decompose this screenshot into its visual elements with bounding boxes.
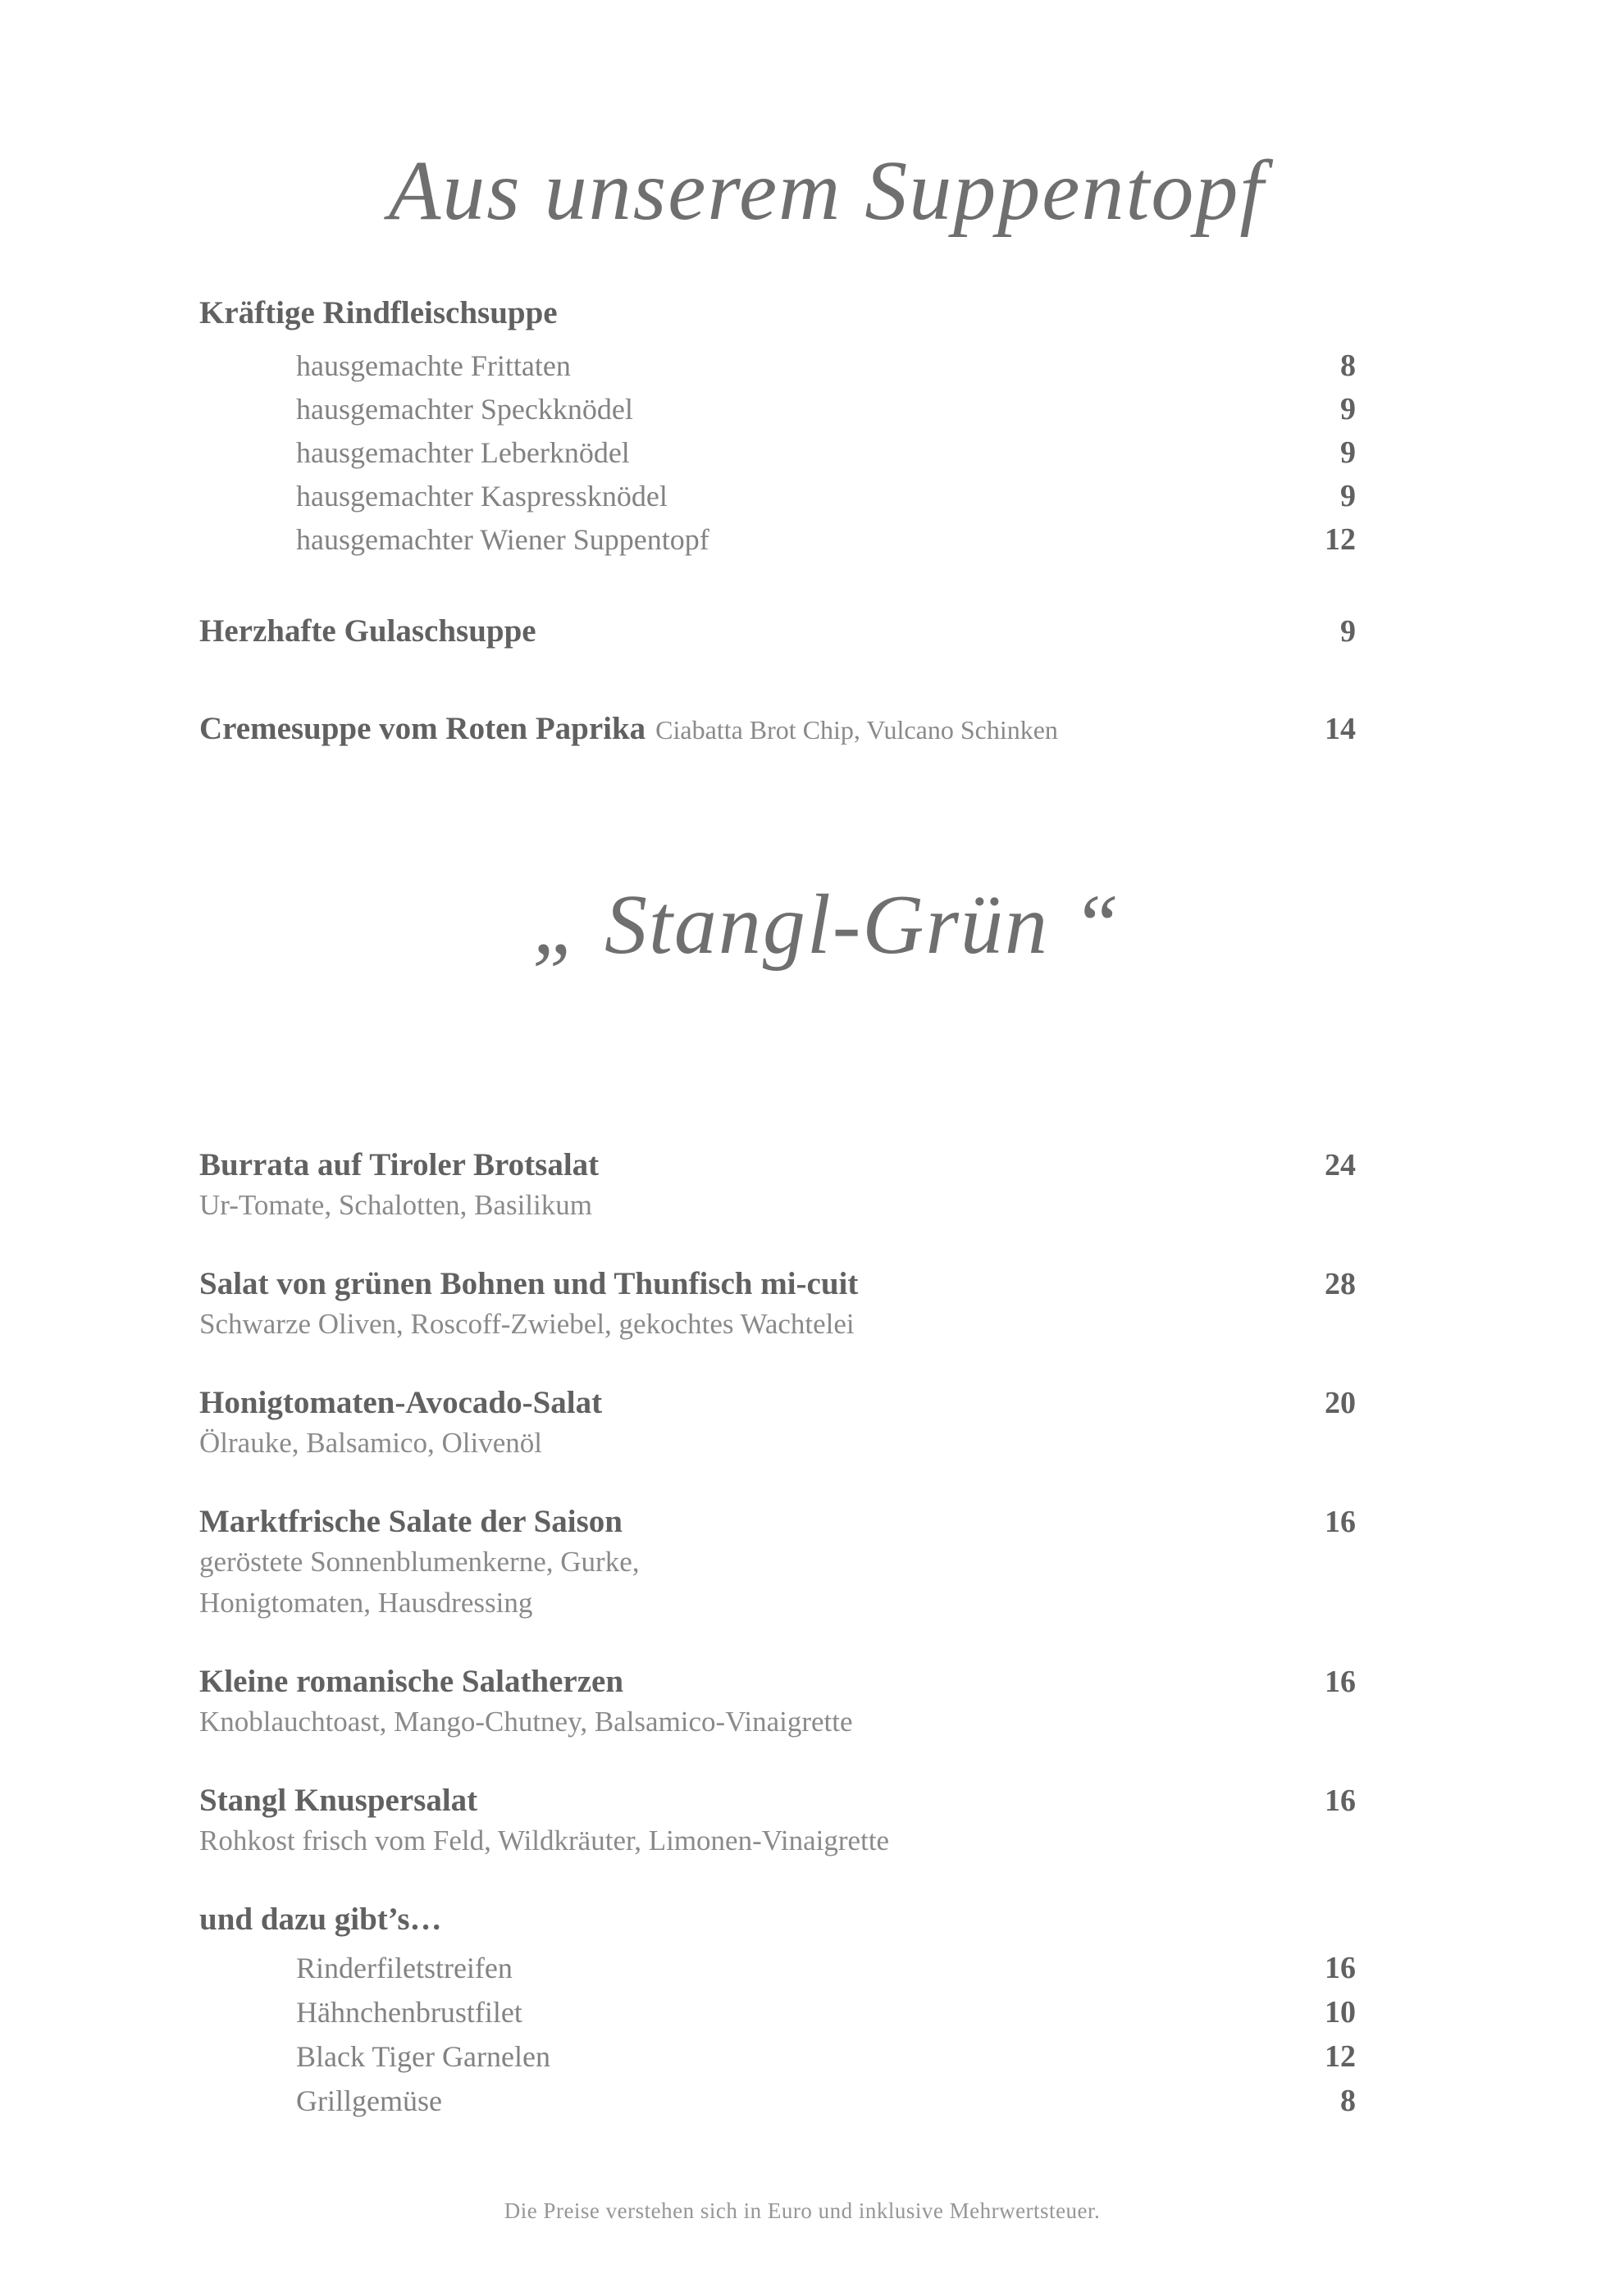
item-price: 24	[1325, 1148, 1356, 1182]
menu-item-row	[296, 431, 1356, 475]
item-name: Marktfrische Salate der Saison	[199, 1504, 623, 1539]
addons-label: und dazu gibt’s…	[199, 1902, 442, 1937]
item-name: Cremesuppe vom Roten Paprika Ciabatta Brot Chip, Vulcano Schinken	[199, 711, 1058, 746]
item-description: Knoblauchtoast, Mango-Chutney, Balsamico-Vinaigrette	[199, 1706, 853, 1738]
item-description: Schwarze Oliven, Roscoff-Zwiebel, gekochtes Wachtelei	[199, 1308, 855, 1340]
menu-item-row	[296, 1990, 1356, 2034]
item-description: Honigtomaten, Hausdressing	[199, 1587, 533, 1619]
menu-item-row	[296, 475, 1356, 518]
item-price: 16	[1325, 1505, 1356, 1539]
item-name: Herzhafte Gulaschsuppe	[199, 613, 536, 649]
salad-section	[199, 1145, 1356, 2123]
item-price: 9	[1340, 435, 1356, 470]
item-price: 16	[1325, 1665, 1356, 1699]
soup-group-items	[199, 344, 1356, 562]
item-price: 10	[1325, 1995, 1356, 2029]
menu-item	[199, 1145, 1356, 1226]
menu-item-row	[199, 611, 1356, 651]
menu-item	[199, 1264, 1356, 1345]
menu-item-row	[199, 1383, 1356, 1423]
item-description: geröstete Sonnenblumenkerne, Gurke,	[199, 1546, 640, 1578]
menu-item-row	[296, 1946, 1356, 1990]
menu-item-row	[296, 2079, 1356, 2123]
menu-item	[199, 1501, 1356, 1624]
item-price: 8	[1340, 2084, 1356, 2118]
menu-item-row	[199, 708, 1356, 750]
item-description: Rohkost frisch vom Feld, Wildkräuter, Limonen-Vinaigrette	[199, 1824, 890, 1856]
item-name: Kleine romanische Salatherzen	[199, 1664, 624, 1699]
item-name: Salat von grünen Bohnen und Thunfisch mi-cuit	[199, 1266, 859, 1301]
item-name: Hähnchenbrustfilet	[296, 1996, 522, 2029]
salad-section-title: „ Stangl-Grün “	[532, 877, 1121, 972]
item-name: hausgemachter Speckknödel	[296, 393, 633, 426]
item-price: 12	[1325, 522, 1356, 557]
item-price: 9	[1340, 614, 1356, 649]
item-price: 14	[1325, 712, 1356, 746]
item-price: 8	[1340, 348, 1356, 383]
item-price: 16	[1325, 1951, 1356, 1985]
menu-item-row	[296, 344, 1356, 388]
item-description: Ur-Tomate, Schalotten, Basilikum	[199, 1189, 592, 1221]
item-name: hausgemachte Frittaten	[296, 349, 571, 382]
menu-item-row	[296, 2034, 1356, 2079]
item-name: hausgemachter Wiener Suppentopf	[296, 523, 709, 556]
soup-section	[199, 293, 1356, 750]
item-name: Grillgemüse	[296, 2084, 442, 2117]
menu-item-row	[296, 388, 1356, 431]
item-name: Rinderfiletstreifen	[296, 1952, 513, 1984]
price-disclaimer: Die Preise verstehen sich in Euro und inklusive Mehrwertsteuer.	[504, 2198, 1101, 2223]
menu-item	[199, 1661, 1356, 1742]
item-name: hausgemachter Leberknödel	[296, 436, 630, 469]
item-name: Honigtomaten-Avocado-Salat	[199, 1385, 603, 1420]
menu-item-row	[199, 1145, 1356, 1185]
item-price: 20	[1325, 1386, 1356, 1420]
item-price: 9	[1340, 479, 1356, 513]
item-name: Burrata auf Tiroler Brotsalat	[199, 1147, 600, 1182]
item-price: 12	[1325, 2039, 1356, 2074]
menu-item-row	[199, 1501, 1356, 1542]
item-price: 16	[1325, 1784, 1356, 1818]
menu-item	[199, 1383, 1356, 1464]
item-description: Ciabatta Brot Chip, Vulcano Schinken	[655, 715, 1058, 745]
menu-item-row	[199, 1661, 1356, 1702]
menu-item-row	[296, 518, 1356, 562]
addons-list	[199, 1946, 1356, 2123]
soup-section-title: Aus unserem Suppentopf	[388, 144, 1266, 238]
item-name: Stangl Knuspersalat	[199, 1783, 478, 1818]
menu-item	[199, 1780, 1356, 1861]
menu-item-row	[199, 1780, 1356, 1820]
item-name: hausgemachter Kaspressknödel	[296, 480, 668, 512]
item-price: 9	[1340, 392, 1356, 426]
soup-group-title: Kräftige Rindfleischsuppe	[199, 295, 558, 330]
menu-item-row	[199, 1264, 1356, 1304]
item-name: Black Tiger Garnelen	[296, 2040, 550, 2073]
item-price: 28	[1325, 1267, 1356, 1301]
item-description: Ölrauke, Balsamico, Olivenöl	[199, 1427, 542, 1459]
